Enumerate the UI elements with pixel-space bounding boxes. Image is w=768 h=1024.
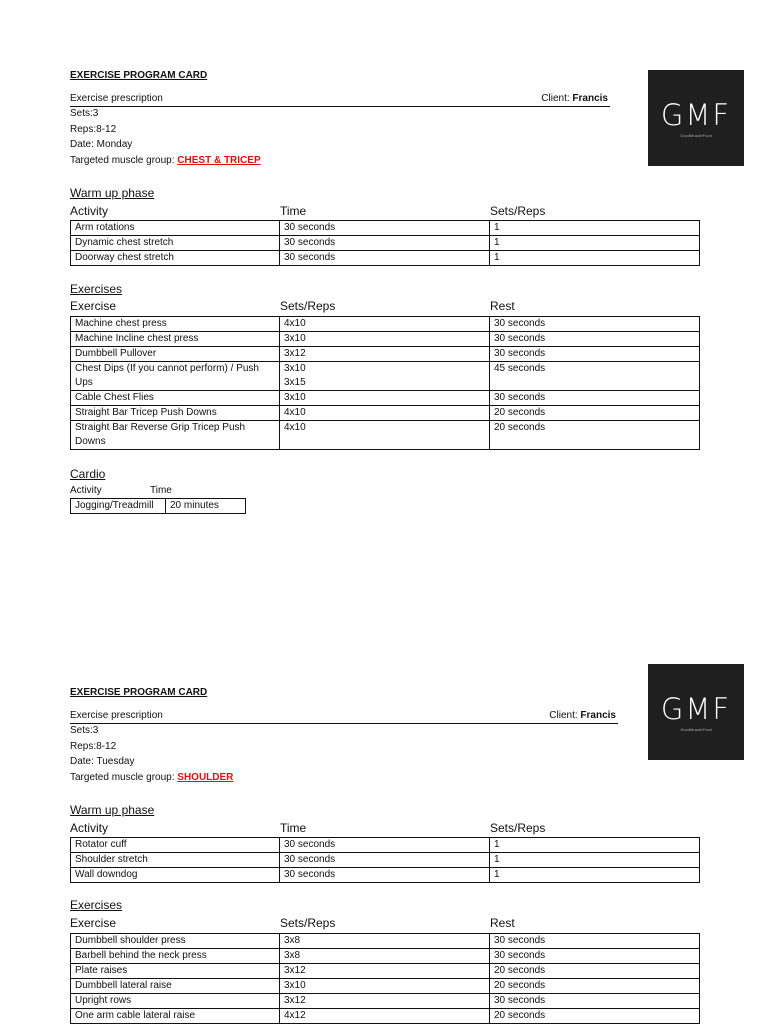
table-cell: Jogging/Treadmill xyxy=(71,499,166,514)
target-value: CHEST & TRICEP xyxy=(177,155,261,166)
client-label: Client: xyxy=(541,93,573,104)
exercises-table xyxy=(70,933,700,1024)
table-cell: 30 seconds xyxy=(490,332,700,347)
exercises-col-setsreps: Sets/Reps xyxy=(280,299,336,313)
warmup-col-setsreps: Sets/Reps xyxy=(490,204,546,218)
table-cell: 3x8 xyxy=(280,934,490,949)
table-cell: 1 xyxy=(490,868,700,883)
exercises-col-setsreps: Sets/Reps xyxy=(280,916,336,930)
prescription-label: Exercise prescription xyxy=(70,710,163,721)
cardio-col-time: Time xyxy=(150,485,172,496)
table-cell: Cable Chest Flies xyxy=(71,391,280,406)
target-muscle-line xyxy=(70,772,233,783)
warmup-table xyxy=(70,837,700,883)
table-cell: Dumbbell Pullover xyxy=(71,347,280,362)
date-text: Date: Tuesday xyxy=(70,756,135,767)
table-cell: 30 seconds xyxy=(490,934,700,949)
table-cell: 20 seconds xyxy=(490,979,700,994)
table-cell: 4x10 xyxy=(280,421,490,450)
target-label: Targeted muscle group: xyxy=(70,772,178,783)
table-cell: 30 seconds xyxy=(280,236,490,251)
table-cell: 1 xyxy=(490,838,700,853)
prescription-row xyxy=(70,710,618,724)
table-cell: Dumbbell lateral raise xyxy=(71,979,280,994)
table-cell: 30 seconds xyxy=(490,391,700,406)
sets-text: Sets:3 xyxy=(70,108,99,119)
table-row xyxy=(71,251,700,266)
table-cell: 20 seconds xyxy=(490,1009,700,1024)
table-cell: Machine Incline chest press xyxy=(71,332,280,347)
warmup-col-time: Time xyxy=(280,204,307,218)
warmup-table xyxy=(70,220,700,266)
target-label: Targeted muscle group: xyxy=(70,155,178,166)
cardio-col-activity: Activity xyxy=(70,485,102,496)
table-cell: 30 seconds xyxy=(280,868,490,883)
table-row xyxy=(71,236,700,251)
table-cell: 4x12 xyxy=(280,1009,490,1024)
gmf-logo xyxy=(648,664,744,760)
table-row xyxy=(71,362,700,391)
table-cell: 30 seconds xyxy=(280,251,490,266)
table-cell: 1 xyxy=(490,221,700,236)
table-cell: 3x8 xyxy=(280,949,490,964)
warmup-col-time: Time xyxy=(280,821,307,835)
table-cell: 30 seconds xyxy=(280,221,490,236)
table-row xyxy=(71,868,700,883)
table-row xyxy=(71,994,700,1009)
table-cell: 1 xyxy=(490,236,700,251)
table-row xyxy=(71,347,700,362)
reps-text: Reps:8-12 xyxy=(70,124,117,135)
table-cell: Dumbbell shoulder press xyxy=(71,934,280,949)
logo-text: GMF xyxy=(660,98,732,132)
client-line xyxy=(549,710,616,721)
table-cell: 45 seconds xyxy=(490,362,700,391)
table-cell: 30 seconds xyxy=(490,949,700,964)
logo-subtitle: GoodMuscleFood xyxy=(680,727,712,732)
table-cell: 1 xyxy=(490,251,700,266)
table-row xyxy=(71,949,700,964)
client-line xyxy=(541,93,608,104)
table-row xyxy=(71,332,700,347)
table-cell: 20 minutes xyxy=(166,499,246,514)
sets-text: Sets:3 xyxy=(70,725,99,736)
table-cell: Chest Dips (If you cannot perform) / Push Ups xyxy=(71,362,280,391)
logo-subtitle: GoodMuscleFood xyxy=(680,133,712,138)
table-cell: 3x10 xyxy=(280,979,490,994)
table-cell: 30 seconds xyxy=(280,838,490,853)
client-name: Francis xyxy=(572,93,608,104)
date-text: Date: Monday xyxy=(70,139,133,150)
table-cell: Rotator cuff xyxy=(71,838,280,853)
exercises-heading: Exercises xyxy=(70,898,123,912)
warmup-col-setsreps: Sets/Reps xyxy=(490,821,546,835)
table-cell: 3x10 xyxy=(280,332,490,347)
table-cell: 4x10 xyxy=(280,406,490,421)
cardio-heading: Cardio xyxy=(70,467,106,481)
table-cell: 3x12 xyxy=(280,994,490,1009)
table-row xyxy=(71,221,700,236)
card-title: EXERCISE PROGRAM CARD xyxy=(70,70,208,81)
card-title: EXERCISE PROGRAM CARD xyxy=(70,687,208,698)
table-cell: Dynamic chest stretch xyxy=(71,236,280,251)
table-cell: 20 seconds xyxy=(490,421,700,450)
table-cell: Straight Bar Tricep Push Downs xyxy=(71,406,280,421)
table-cell: 3x10 3x15 xyxy=(280,362,490,391)
target-muscle-line xyxy=(70,155,261,166)
warmup-col-activity: Activity xyxy=(70,821,109,835)
table-cell: Straight Bar Reverse Grip Tricep Push Downs xyxy=(71,421,280,450)
exercises-col-rest: Rest xyxy=(490,916,515,930)
table-row xyxy=(71,317,700,332)
warmup-col-activity: Activity xyxy=(70,204,109,218)
client-label: Client: xyxy=(549,710,581,721)
table-cell: One arm cable lateral raise xyxy=(71,1009,280,1024)
table-row xyxy=(71,934,700,949)
table-cell: Barbell behind the neck press xyxy=(71,949,280,964)
table-cell: 20 seconds xyxy=(490,964,700,979)
table-cell: Wall downdog xyxy=(71,868,280,883)
table-cell: Arm rotations xyxy=(71,221,280,236)
table-cell: 3x10 xyxy=(280,391,490,406)
table-cell: 4x10 xyxy=(280,317,490,332)
table-row xyxy=(71,391,700,406)
target-value: SHOULDER xyxy=(177,772,234,783)
table-cell: Plate raises xyxy=(71,964,280,979)
table-row xyxy=(71,1009,700,1024)
exercises-heading: Exercises xyxy=(70,282,123,296)
exercises-col-exercise: Exercise xyxy=(70,916,117,930)
table-cell: 20 seconds xyxy=(490,406,700,421)
table-row xyxy=(71,979,700,994)
table-row xyxy=(71,421,700,450)
exercises-table xyxy=(70,316,700,450)
reps-text: Reps:8-12 xyxy=(70,741,117,752)
table-row xyxy=(71,838,700,853)
table-cell: 30 seconds xyxy=(490,347,700,362)
client-name: Francis xyxy=(580,710,616,721)
exercises-col-rest: Rest xyxy=(490,299,515,313)
warmup-heading: Warm up phase xyxy=(70,186,155,200)
table-row xyxy=(71,964,700,979)
warmup-heading: Warm up phase xyxy=(70,803,155,817)
gmf-logo xyxy=(648,70,744,166)
prescription-row xyxy=(70,93,610,107)
table-cell: 30 seconds xyxy=(490,317,700,332)
table-cell: Upright rows xyxy=(71,994,280,1009)
table-cell: Doorway chest stretch xyxy=(71,251,280,266)
cardio-table xyxy=(70,498,246,514)
table-row xyxy=(71,406,700,421)
exercises-col-exercise: Exercise xyxy=(70,299,117,313)
prescription-label: Exercise prescription xyxy=(70,93,163,104)
table-cell: 3x12 xyxy=(280,347,490,362)
table-row xyxy=(71,853,700,868)
table-row xyxy=(71,499,246,514)
table-cell: 3x12 xyxy=(280,964,490,979)
table-cell: 30 seconds xyxy=(490,994,700,1009)
logo-text: GMF xyxy=(660,692,732,726)
table-cell: 1 xyxy=(490,853,700,868)
table-cell: Machine chest press xyxy=(71,317,280,332)
table-cell: Shoulder stretch xyxy=(71,853,280,868)
table-cell: 30 seconds xyxy=(280,853,490,868)
